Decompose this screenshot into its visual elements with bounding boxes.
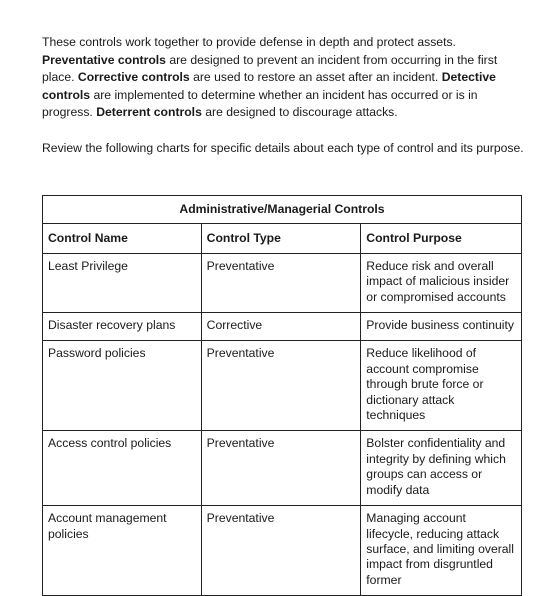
- corrective-desc: are used to restore an asset after an incident.: [189, 70, 442, 85]
- cell-control-name: Access control policies: [43, 431, 202, 506]
- cell-control-purpose: Provide business continuity: [361, 313, 522, 341]
- cell-control-type: Preventative: [201, 431, 361, 506]
- detective-desc: are implemented to determine whether an incident has occurred or is in progress.: [42, 87, 478, 120]
- cell-control-type: Preventative: [201, 506, 361, 596]
- table-row: [43, 313, 522, 341]
- preventative-term: Preventative controls: [42, 52, 166, 67]
- controls-table: [42, 195, 522, 596]
- cell-control-name: Least Privilege: [43, 253, 202, 312]
- table-title-row: [43, 196, 522, 224]
- cell-control-name: Account management policies: [43, 506, 202, 596]
- header-control-name: Control Name: [43, 224, 202, 253]
- header-control-purpose: Control Purpose: [361, 224, 522, 253]
- cell-control-purpose: Managing account lifecycle, reducing attack surface, and limiting overall impact from disgruntled former: [361, 506, 522, 596]
- preventative-desc: are designed to prevent an incident from occurring in the first place.: [42, 52, 498, 85]
- deterrent-desc: are designed to discourage attacks.: [201, 105, 398, 120]
- cell-control-type: Preventative: [201, 253, 361, 312]
- cell-control-purpose: Reduce risk and overall impact of malicious insider or compromised accounts: [361, 253, 522, 312]
- table-row: [43, 341, 522, 431]
- deterrent-term: Deterrent controls: [96, 105, 202, 120]
- cell-control-name: Disaster recovery plans: [43, 313, 202, 341]
- table-row: [43, 431, 522, 506]
- table-row: [43, 253, 522, 312]
- header-control-type: Control Type: [201, 224, 361, 253]
- review-paragraph: Review the following charts for specific details about each type of control and its purpose.: [42, 140, 524, 155]
- intro-paragraph: [42, 34, 526, 122]
- document-body: [42, 34, 526, 158]
- cell-control-name: Password policies: [43, 341, 202, 431]
- cell-control-type: Preventative: [201, 341, 361, 431]
- table-row: [43, 506, 522, 596]
- table-header-row: [43, 224, 522, 253]
- intro-sentence: These controls work together to provide defense in depth and protect assets.: [42, 35, 456, 49]
- cell-control-purpose: Bolster confidentiality and integrity by defining which groups can access or modify data: [361, 431, 522, 506]
- cell-control-purpose: Reduce likelihood of account compromise through brute force or dictionary attack techniques: [361, 341, 522, 431]
- detective-term: Detective controls: [42, 70, 496, 102]
- corrective-term: Corrective controls: [77, 70, 190, 85]
- cell-control-type: Corrective: [201, 313, 361, 341]
- table-title: Administrative/Managerial Controls: [43, 196, 522, 224]
